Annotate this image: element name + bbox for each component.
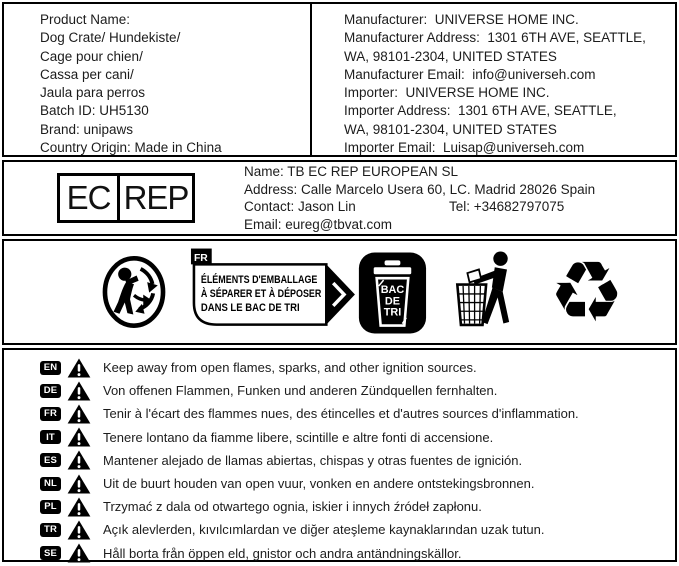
manufacturer-info-line: WA, 98101-2304, UNITED STATES bbox=[344, 121, 557, 137]
warning-row bbox=[40, 449, 675, 472]
language-badge: TR bbox=[40, 523, 61, 537]
warnings-section bbox=[2, 348, 677, 562]
warning-text: Açık alevlerden, kıvılcımlardan ve diğer ateşleme kaynaklarından uzak tutun. bbox=[103, 522, 545, 538]
language-badge: FR bbox=[40, 407, 61, 421]
product-info-line: Dog Crate/ Hundekiste/ bbox=[40, 30, 181, 46]
manufacturer-info-line: Manufacturer Address: 1301 6TH AVE, SEATTLE, bbox=[344, 30, 646, 46]
language-badge: EN bbox=[40, 361, 61, 375]
warning-row bbox=[40, 426, 675, 449]
warning-text: Tenere lontano da fiamme libere, scintille e altre fonti di accensione. bbox=[103, 429, 494, 445]
ec-rep-contact-line bbox=[244, 198, 595, 216]
manufacturer-info-line: Importer Email: Luisap@universeh.com bbox=[344, 140, 585, 156]
manufacturer-info-line: Importer: UNIVERSE HOME INC. bbox=[344, 85, 550, 101]
product-info-line: Country Origin: Made in China bbox=[40, 140, 222, 156]
language-badge: PL bbox=[40, 500, 61, 514]
ec-rep-symbol bbox=[57, 173, 195, 223]
bac-de-tri-bin-icon bbox=[359, 252, 426, 333]
manufacturer-info-line: Manufacturer: UNIVERSE HOME INC. bbox=[344, 12, 579, 27]
ec-rep-email: Email: eureg@tbvat.com bbox=[244, 216, 393, 232]
fr-tag-label: FR bbox=[193, 252, 208, 264]
warning-text: Trzymać z dala od otwartego ognia, iskier i innych źródeł zapłonu. bbox=[103, 499, 482, 515]
ec-rep-symbol-rep: REP bbox=[117, 176, 192, 220]
banner-line-3: DANS LE BAC DE TRI bbox=[200, 301, 300, 314]
bin-line-3: TRI bbox=[383, 306, 402, 319]
warning-triangle-icon bbox=[67, 358, 91, 378]
warning-triangle-icon bbox=[67, 427, 91, 447]
product-info-line: Cassa per cani/ bbox=[40, 66, 134, 82]
language-badge: NL bbox=[40, 477, 61, 491]
product-info-line: Product Name: bbox=[40, 12, 131, 27]
product-info-line: Cage pour chien/ bbox=[40, 48, 143, 64]
product-info-column bbox=[4, 4, 312, 155]
ec-rep-address: Address: Calle Marcelo Usera 60, LC. Madrid 28026 Spain bbox=[244, 181, 596, 197]
product-info-line: Batch ID: UH5130 bbox=[40, 103, 149, 119]
manufacturer-info-column bbox=[312, 4, 675, 155]
sorting-info-banner bbox=[189, 246, 431, 339]
warning-triangle-icon bbox=[67, 404, 91, 424]
warning-text: Tenir à l'écart des flammes nues, des étincelles et d'autres sources d'inflammation. bbox=[103, 406, 579, 422]
language-badge: SE bbox=[40, 546, 61, 560]
warning-triangle-icon bbox=[67, 497, 91, 517]
product-info-line: Brand: unipaws bbox=[40, 121, 134, 137]
language-badge: IT bbox=[40, 430, 61, 444]
warning-row bbox=[40, 518, 675, 541]
warning-row bbox=[40, 472, 675, 495]
warning-triangle-icon bbox=[67, 520, 91, 540]
tidyman-icon bbox=[453, 250, 525, 335]
ec-rep-tel: Tel: +34682797075 bbox=[449, 199, 565, 214]
recycle-icon: ♻ bbox=[549, 243, 625, 341]
ec-rep-details bbox=[244, 163, 595, 233]
manufacturer-info-line: Importer Address: 1301 6TH AVE, SEATTLE, bbox=[344, 103, 617, 119]
warning-text: Håll borta från öppen eld, gnistor och andra antändningskällor. bbox=[103, 545, 462, 561]
warning-text: Uit de buurt houden van open vuur, vonken en andere ontstekingsbronnen. bbox=[103, 476, 535, 492]
manufacturer-info-line: Manufacturer Email: info@universeh.com bbox=[344, 66, 596, 82]
warning-row bbox=[40, 542, 675, 565]
warning-row bbox=[40, 379, 675, 402]
language-badge: ES bbox=[40, 453, 61, 467]
banner-line-2: À SÉPARER ET À DÉPOSER bbox=[200, 287, 348, 300]
warning-triangle-icon bbox=[67, 474, 91, 494]
warning-triangle-icon bbox=[67, 543, 91, 563]
ec-rep-section bbox=[2, 160, 677, 236]
warning-row bbox=[40, 495, 675, 518]
banner-line-1: ÉLÉMENTS D'EMBALLAGE bbox=[200, 273, 343, 286]
info-section bbox=[2, 2, 677, 157]
ec-rep-name: Name: TB EC REP EUROPEAN SL bbox=[244, 164, 459, 179]
recycling-section bbox=[2, 239, 677, 345]
ec-rep-contact: Contact: Jason Lin bbox=[244, 199, 356, 214]
warning-triangle-icon bbox=[67, 381, 91, 401]
warning-row bbox=[40, 402, 675, 425]
warning-text: Keep away from open flames, sparks, and other ignition sources. bbox=[103, 360, 477, 376]
triman-icon bbox=[101, 254, 167, 330]
warning-row bbox=[40, 356, 675, 379]
language-badge: DE bbox=[40, 384, 61, 398]
manufacturer-info-line: WA, 98101-2304, UNITED STATES bbox=[344, 48, 557, 64]
product-info-line: Jaula para perros bbox=[40, 85, 146, 101]
warning-text: Mantener alejado de llamas abiertas, chispas y otras fuentes de ignición. bbox=[103, 452, 523, 468]
bin-line-2: DE bbox=[384, 294, 401, 307]
bin-line-1: BAC bbox=[380, 283, 405, 296]
ec-rep-symbol-ec: EC bbox=[66, 179, 111, 216]
warning-triangle-icon bbox=[67, 450, 91, 470]
warning-text: Von offenen Flammen, Funken und anderen Zündquellen fernhalten. bbox=[103, 383, 498, 399]
